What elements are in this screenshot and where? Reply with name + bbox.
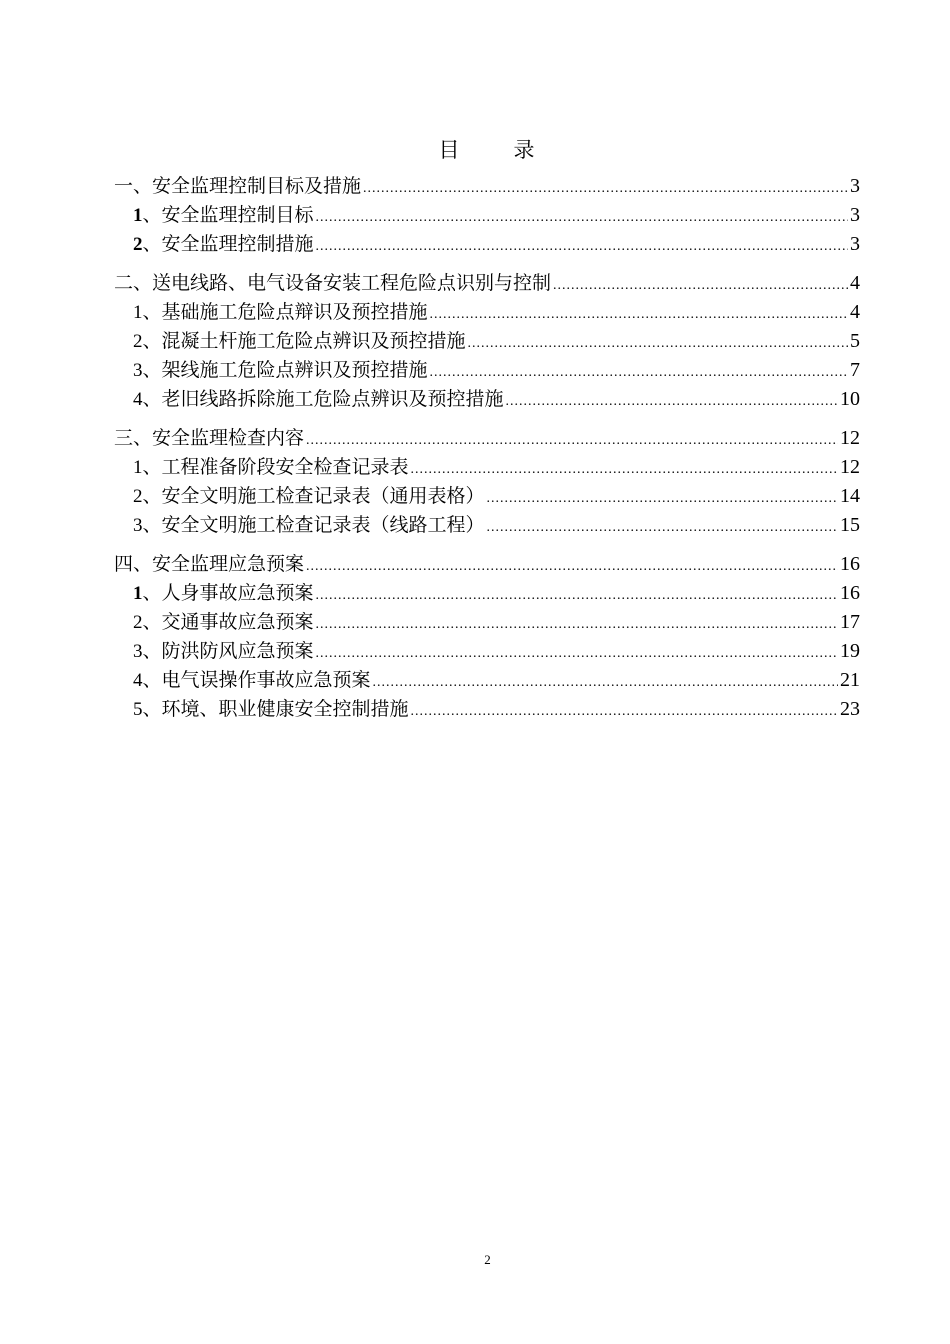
toc-entry[interactable]: [114, 269, 860, 298]
dot-leader: [316, 610, 838, 639]
toc-entry-page: 19: [840, 640, 860, 662]
toc-entry-label: 、人身事故应急预案: [142, 582, 314, 604]
toc-entry[interactable]: [114, 695, 860, 724]
toc-entry[interactable]: [114, 637, 860, 666]
dot-leader: [553, 271, 848, 300]
toc-entry-number: 1: [133, 583, 143, 604]
toc-entry-label: 、安全监理控制目标: [142, 204, 314, 226]
toc-entry-number: 3: [133, 641, 143, 662]
toc-entry-label: 、环境、职业健康安全控制措施: [142, 698, 409, 720]
dot-leader: [316, 203, 848, 232]
toc-entry-text: [133, 327, 466, 356]
toc-entry-label: 三、安全监理检查内容: [114, 427, 305, 449]
toc-entry-page: 3: [850, 204, 860, 226]
toc-entry[interactable]: [114, 356, 860, 385]
toc-entry-text: [133, 356, 428, 385]
toc-entry-text: [133, 579, 314, 608]
toc-entry-text: [133, 511, 485, 540]
toc-entry-number: 1: [133, 457, 143, 478]
dot-leader: [411, 697, 838, 726]
toc-entry-page: 4: [850, 272, 860, 294]
toc-entry-number: 5: [133, 699, 143, 720]
toc-entry-number: 2: [133, 612, 143, 633]
toc-entry-text: [133, 695, 409, 724]
toc-entry-page: 16: [840, 582, 860, 604]
dot-leader: [430, 300, 848, 329]
toc-entry-text: [133, 608, 314, 637]
toc-entry-label: 二、送电线路、电气设备安装工程危险点识别与控制: [114, 272, 552, 294]
toc-entry-page: 21: [840, 669, 860, 691]
toc-entry-label: 一、安全监理控制目标及措施: [114, 175, 362, 197]
dot-leader: [373, 668, 838, 697]
toc-entry-label: 、安全文明施工检查记录表（线路工程）: [142, 514, 485, 536]
toc-entry-page: 10: [840, 388, 860, 410]
dot-leader: [306, 552, 838, 581]
toc-entry-page: 3: [850, 175, 860, 197]
dot-leader: [487, 484, 838, 513]
toc-entry-page: 16: [840, 553, 860, 575]
toc-entry-page: 7: [850, 359, 860, 381]
toc-entry[interactable]: [114, 327, 860, 356]
dot-leader: [316, 639, 838, 668]
toc-entry-text: [114, 424, 304, 453]
toc-entry-text: [133, 666, 371, 695]
toc-entry-page: 17: [840, 611, 860, 633]
toc-entry-text: [133, 637, 314, 666]
toc-entry[interactable]: [114, 172, 860, 201]
page-number: 2: [484, 1252, 491, 1267]
toc-entry[interactable]: [114, 201, 860, 230]
toc-entry[interactable]: [114, 385, 860, 414]
toc-entry-label: 、基础施工危险点辩识及预控措施: [142, 301, 428, 323]
toc-entry-text: [133, 385, 504, 414]
toc-entry-page: 3: [850, 233, 860, 255]
toc-entry-page: 14: [840, 485, 860, 507]
dot-leader: [316, 581, 838, 610]
toc-entry-label: 、安全监理控制措施: [142, 233, 314, 255]
toc-entry-label: 、安全文明施工检查记录表（通用表格）: [142, 485, 485, 507]
toc-entry-label: 、老旧线路拆除施工危险点辨识及预控措施: [142, 388, 504, 410]
dot-leader: [506, 387, 838, 416]
toc-title-left: 目: [438, 138, 462, 162]
dot-leader: [430, 358, 848, 387]
toc-entry-text: [133, 482, 485, 511]
toc-entry[interactable]: [114, 298, 860, 327]
toc-entry-number: 3: [133, 515, 143, 536]
toc-entry-text: [133, 298, 428, 327]
toc-title: [0, 134, 950, 164]
toc-entry-page: 5: [850, 330, 860, 352]
toc-entry-text: [114, 172, 361, 201]
toc-entry-number: 2: [133, 234, 143, 255]
dot-leader: [487, 513, 838, 542]
dot-leader: [411, 455, 838, 484]
toc-entry[interactable]: [114, 482, 860, 511]
dot-leader: [306, 426, 838, 455]
table-of-contents: [114, 172, 860, 724]
toc-entry-label: 、架线施工危险点辨识及预控措施: [142, 359, 428, 381]
toc-entry-label: 、交通事故应急预案: [142, 611, 314, 633]
toc-entry[interactable]: [114, 579, 860, 608]
toc-entry-number: 3: [133, 360, 143, 381]
toc-entry-page: 12: [840, 427, 860, 449]
toc-entry-number: 1: [133, 302, 143, 323]
toc-entry[interactable]: [114, 453, 860, 482]
toc-entry-text: [133, 230, 314, 259]
toc-entry-page: 4: [850, 301, 860, 323]
toc-entry-label: 、电气误操作事故应急预案: [142, 669, 371, 691]
toc-entry-number: 1: [133, 205, 143, 226]
toc-entry[interactable]: [114, 608, 860, 637]
toc-entry-page: 23: [840, 698, 860, 720]
toc-entry-page: 12: [840, 456, 860, 478]
toc-title-right: 录: [513, 138, 537, 162]
toc-entry-label: 、混凝土杆施工危险点辨识及预控措施: [142, 330, 466, 352]
toc-entry-text: [114, 550, 304, 579]
dot-leader: [363, 174, 848, 203]
dot-leader: [316, 232, 848, 261]
toc-entry-label: 、防洪防风应急预案: [142, 640, 314, 662]
toc-entry[interactable]: [114, 230, 860, 259]
toc-entry[interactable]: [114, 666, 860, 695]
toc-entry-number: 4: [133, 670, 143, 691]
toc-entry-number: 2: [133, 486, 143, 507]
toc-entry-number: 4: [133, 389, 143, 410]
toc-entry[interactable]: [114, 550, 860, 579]
toc-entry-label: 、工程准备阶段安全检查记录表: [142, 456, 409, 478]
dot-leader: [468, 329, 848, 358]
toc-entry-text: [133, 201, 314, 230]
toc-entry-text: [114, 269, 551, 298]
toc-entry-text: [133, 453, 409, 482]
toc-entry-number: 2: [133, 331, 143, 352]
toc-entry[interactable]: [114, 511, 860, 540]
toc-entry-page: 15: [840, 514, 860, 536]
toc-entry-label: 四、安全监理应急预案: [114, 553, 305, 575]
toc-entry[interactable]: [114, 424, 860, 453]
